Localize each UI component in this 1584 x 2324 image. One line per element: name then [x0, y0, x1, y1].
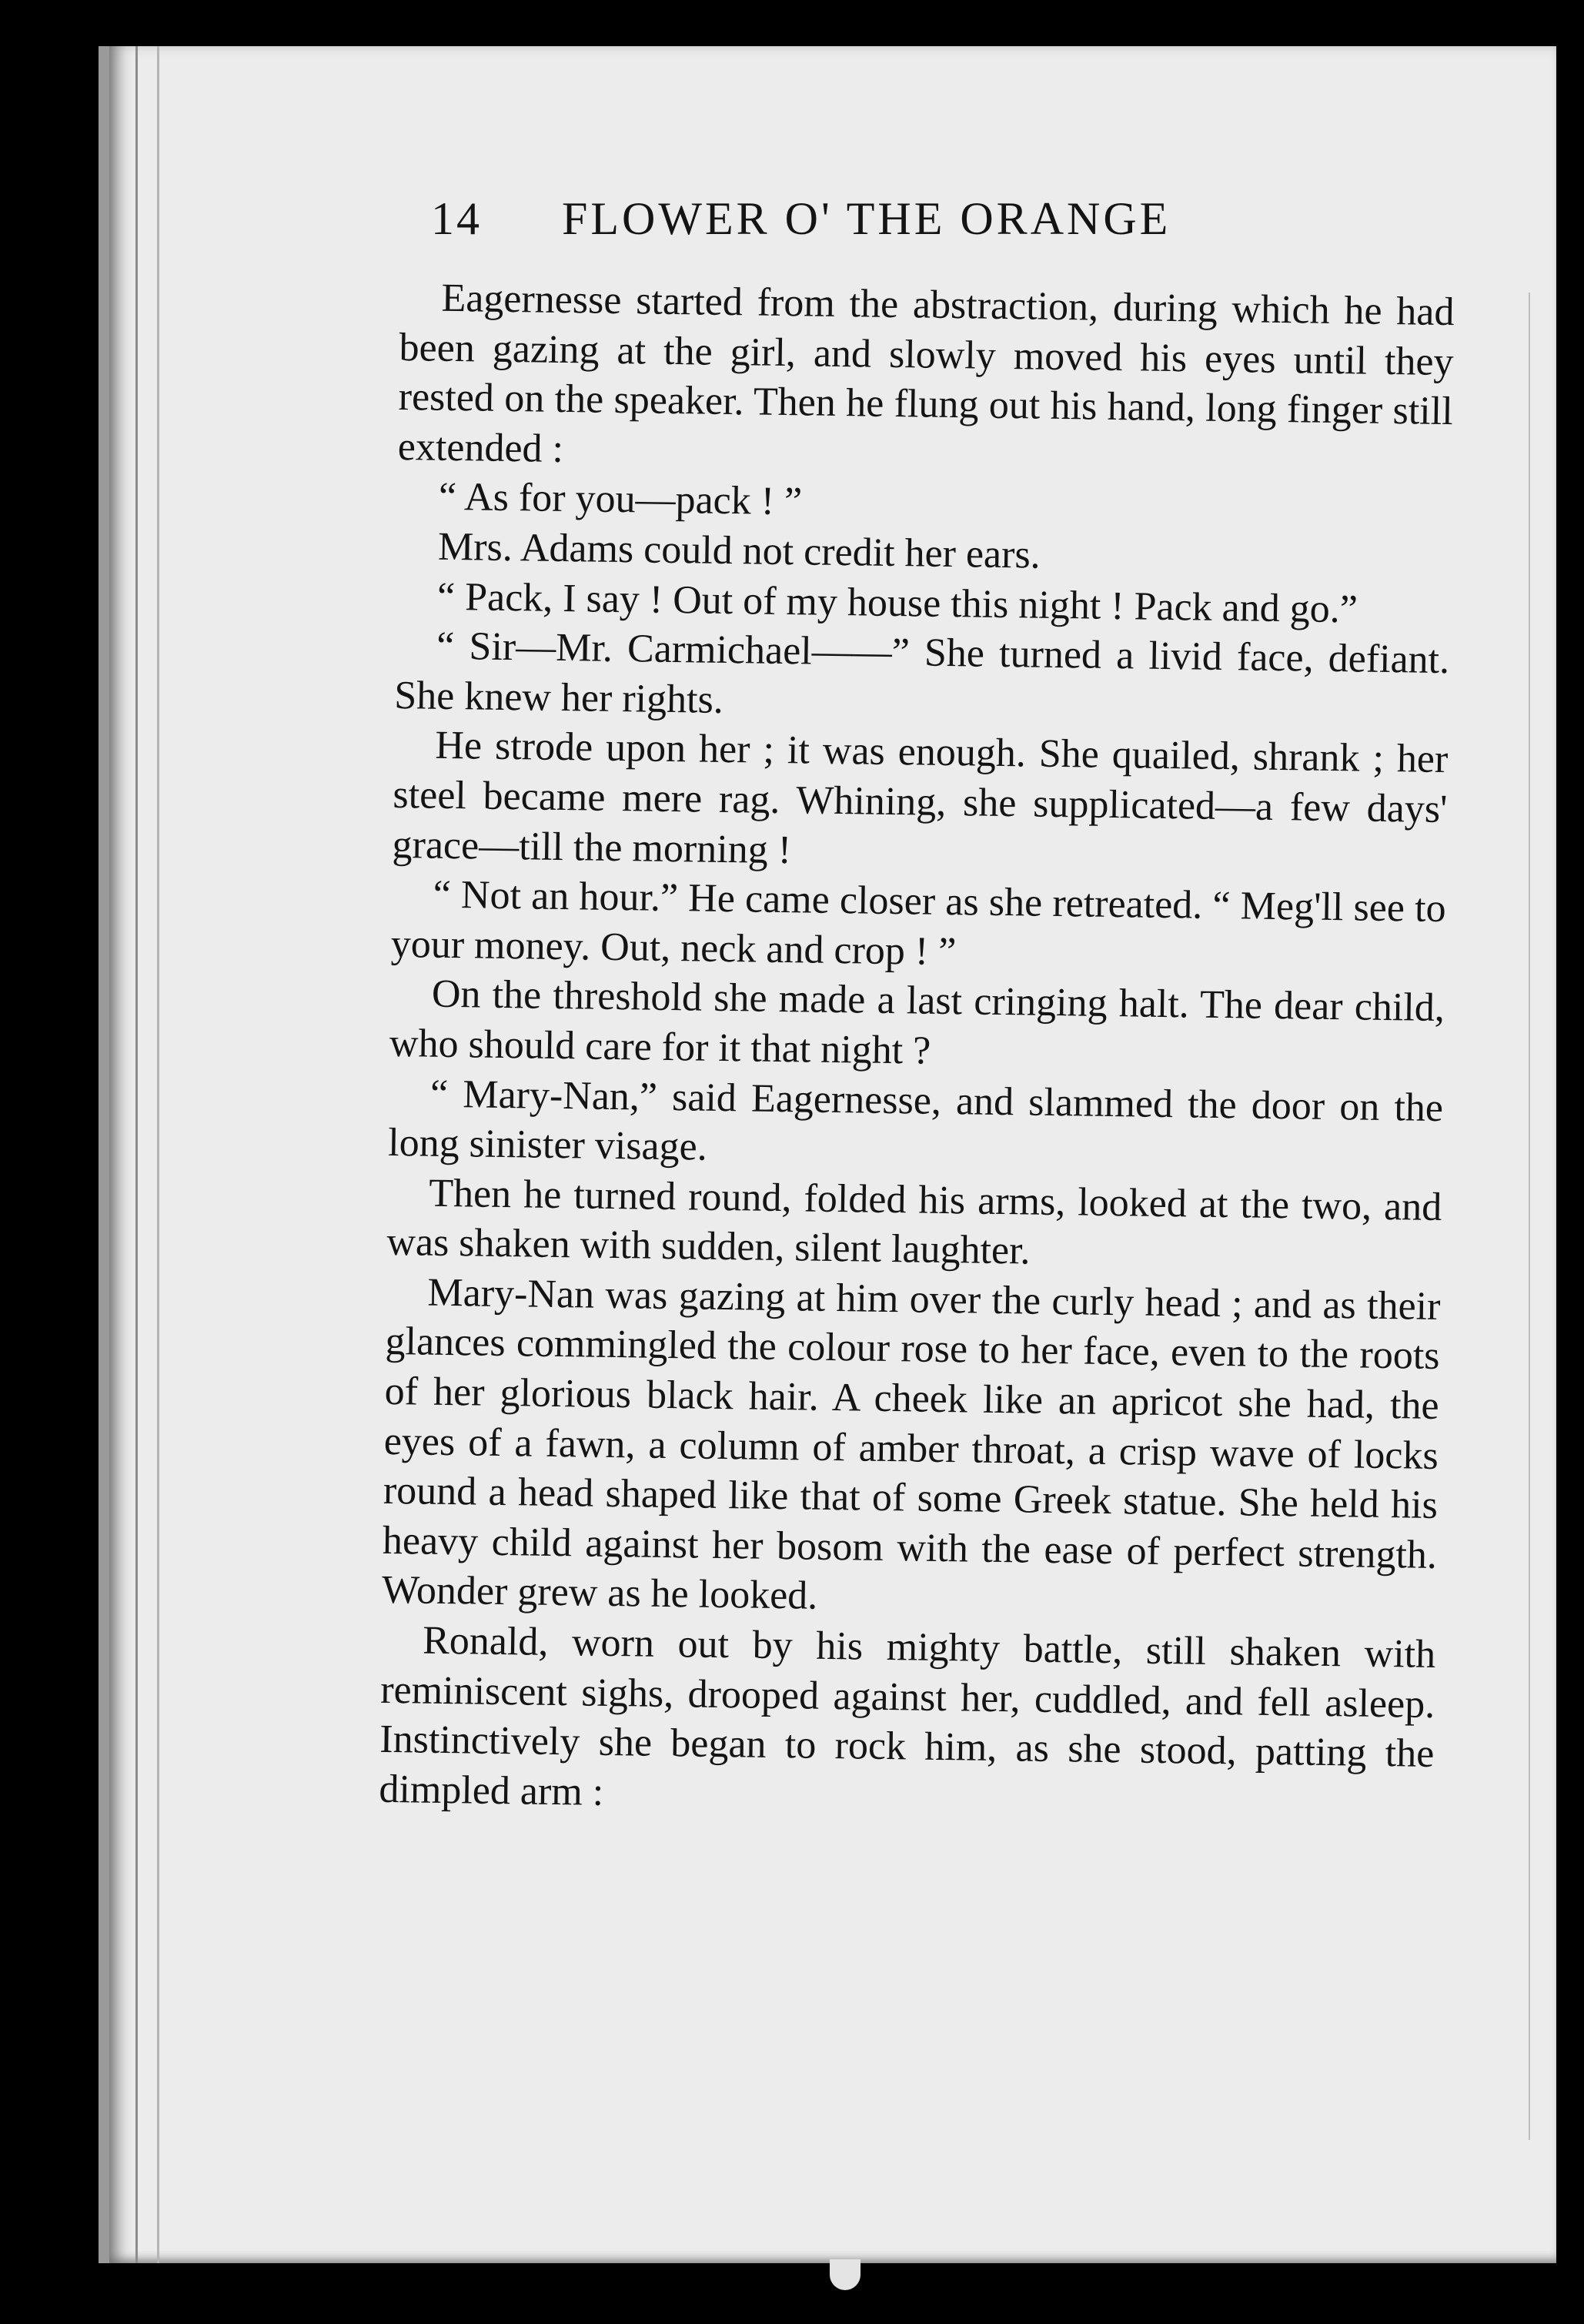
page-content — [308, 162, 1462, 1814]
paragraph: Mrs. Adams could not credit her ears. — [437, 524, 1041, 577]
paragraph: “ Mary-Nan,” said Eagernesse, and slammed the door on the long sinister visage. — [387, 1072, 1444, 1169]
paragraph: “ Pack, I say ! Out of my house this night ! Pack and go.” — [436, 574, 1358, 631]
paragraph: Eagernesse started from the abstraction, during which he had been gazing at the girl, and slowly moved his eyes until they rested on the speaker. Then he flung out his hand, long finger still extended : — [397, 276, 1455, 471]
running-title: FLOWER O' THE ORANGE — [562, 193, 1171, 244]
page-edge-line — [1529, 293, 1530, 2140]
paragraph: Then he turned round, folded his arms, looked at the two, and was shaken with sudden, silent laughter. — [386, 1171, 1442, 1273]
paragraph: “ Sir—Mr. Carmichael——” She turned a livid face, defiant. She knew her rights. — [393, 624, 1450, 722]
binding-shadow-line — [135, 46, 138, 2263]
paragraph: He strode upon her ; it was enough. She quailed, shrank ; her steel became mere rag. Whining, she supplicated—a few days' grace—till the morning ! — [392, 724, 1449, 872]
paragraph: “ Not an hour.” He came closer as she retreated. “ Meg'll see to your money. Out, neck and crop ! ” — [390, 872, 1447, 974]
paragraph: Ronald, worn out by his mighty battle, still shaken with reminiscent sighs, drooped against her, cuddled, and fell asleep. Instinctively she began to rock him, as she stood, patting the dimpled arm : — [379, 1618, 1436, 1814]
binding-edge-line — [157, 46, 159, 2263]
running-head — [308, 162, 1462, 246]
paragraph: “ As for you—pack ! ” — [438, 475, 803, 524]
page-number: 14 — [431, 193, 482, 244]
paragraph: Mary-Nan was gazing at him over the curly head ; and as their glances commingled the colour rose to her face, even to the roots of her glorious black hair. A cheek like an apricot she had, the eyes of a fawn, a column of amber throat, a crisp wave of locks round a head shaped like that of some Greek statue. She held his heavy child against her bosom with the ease of perfect strength. Wonder grew as he looked. — [381, 1270, 1441, 1619]
body-text — [379, 273, 1455, 1829]
scan-artifact — [830, 2259, 861, 2290]
paragraph: On the threshold she made a last cringing halt. The dear child, who should care for it that night ? — [389, 971, 1445, 1073]
